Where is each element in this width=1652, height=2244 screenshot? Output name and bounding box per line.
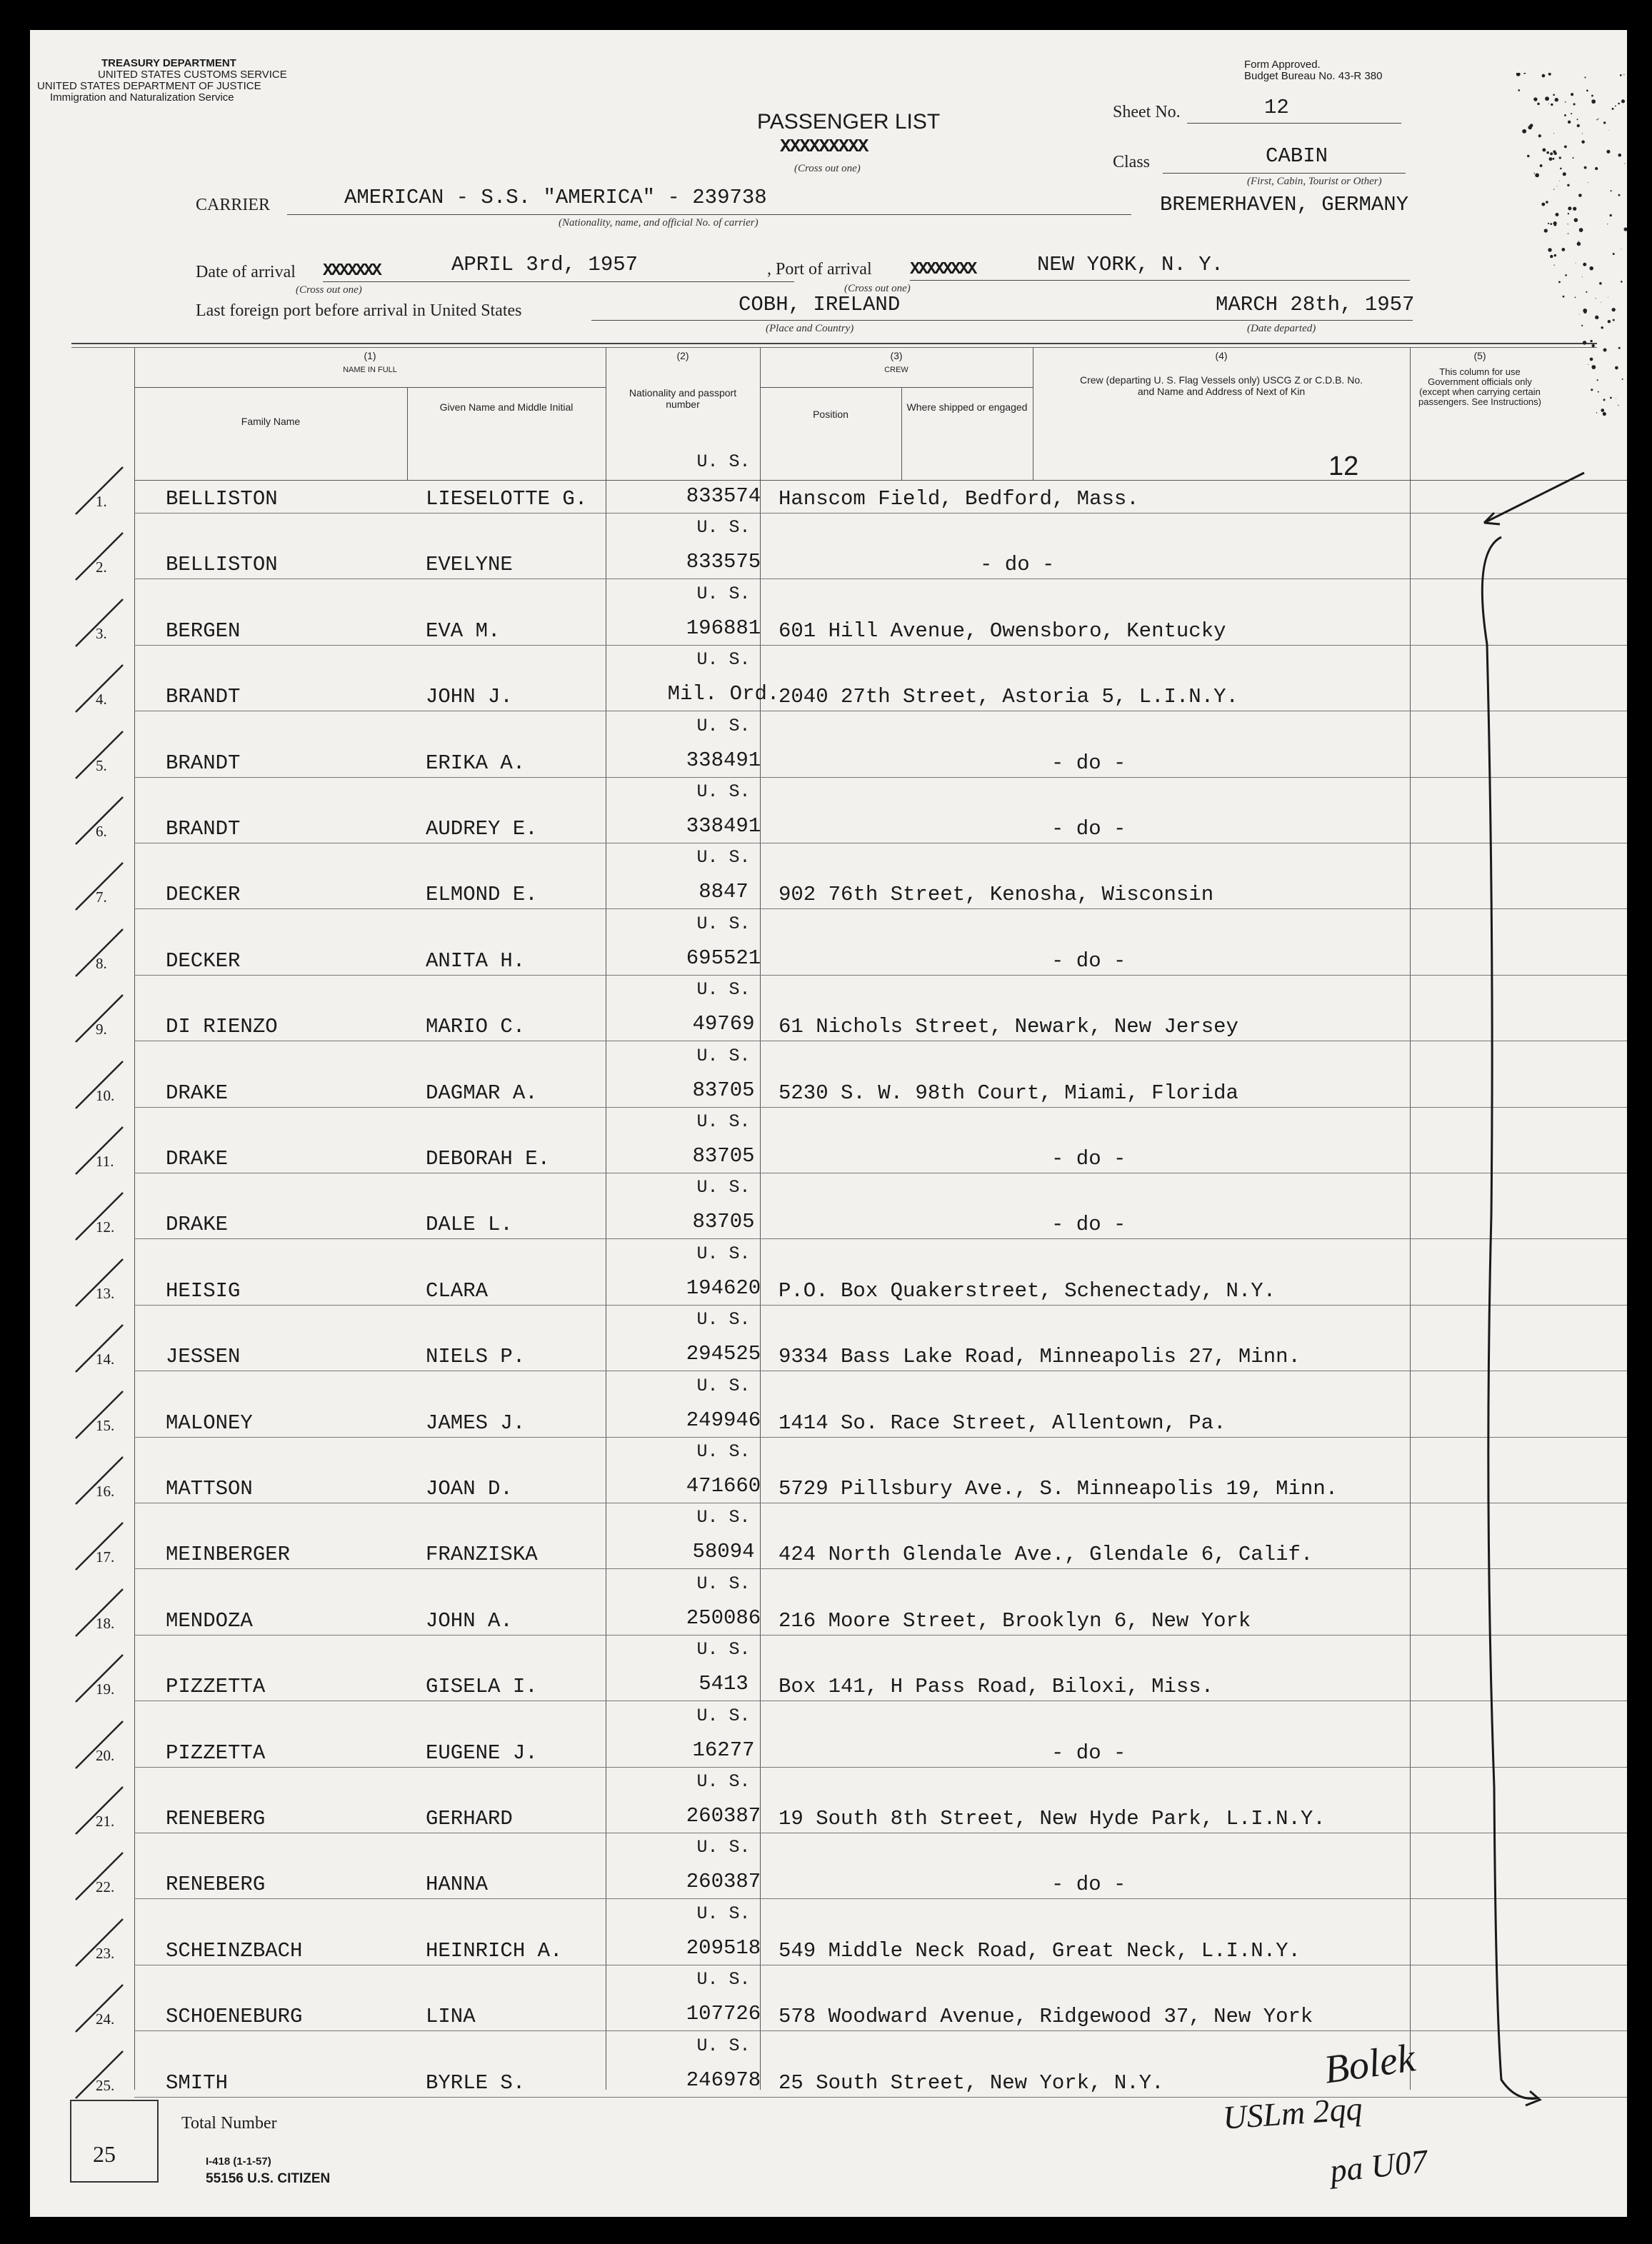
check-mark [73, 1255, 130, 1312]
next-of-kin-address: - do - [1051, 1740, 1126, 1765]
family-name: PIZZETTA [166, 1740, 266, 1765]
given-name: AUDREY E. [426, 817, 538, 841]
row-number: 7. [96, 888, 107, 906]
family-name: BELLISTON [166, 553, 278, 577]
passport-number: 5413 [699, 1672, 749, 1696]
nationality: U. S. [696, 1573, 751, 1594]
next-of-kin-address: - do - [1051, 1873, 1126, 1897]
row-number: 9. [96, 1021, 107, 1038]
given-name: JOAN D. [426, 1477, 513, 1501]
col4-number: (4) [1215, 350, 1228, 361]
passenger-list-sheet [30, 30, 1627, 2217]
given-name: DAGMAR A. [426, 1081, 538, 1105]
family-name: MENDOZA [166, 1608, 253, 1633]
nationality: U. S. [696, 649, 751, 671]
port-label: , Port of arrival [767, 260, 872, 279]
family-name: DECKER [166, 948, 241, 973]
given-name: LIESELOTTE G. [426, 487, 588, 511]
passport-number: 260387 [686, 1804, 761, 1828]
nationality: U. S. [696, 979, 751, 1001]
ink-speckle-decoration [1341, 73, 1627, 430]
row-number: 20. [96, 1746, 115, 1764]
nationality: U. S. [696, 1111, 751, 1132]
family-name: DRAKE [166, 1081, 229, 1105]
carrier-value: AMERICAN - S.S. "AMERICA" - 239738 [344, 186, 767, 209]
table-row [30, 1767, 1627, 1833]
total-number-label: Total Number [181, 2114, 277, 2133]
nationality: U. S. [696, 2035, 751, 2056]
date-departed-value: MARCH 28th, 1957 [1216, 293, 1415, 316]
family-name: BELLISTON [166, 487, 278, 511]
row-number: 5. [96, 756, 107, 774]
passport-number: 209518 [686, 1935, 761, 1960]
arrival-caption: (Cross out one) [296, 284, 362, 296]
table-row [30, 1437, 1627, 1503]
given-name: ANITA H. [426, 948, 526, 973]
budget-bureau: Budget Bureau No. 43-R 380 [1244, 70, 1383, 82]
check-mark [73, 1518, 130, 1576]
family-name: BRANDT [166, 817, 241, 841]
nationality: U. S. [696, 451, 751, 472]
sheet-number: 12 [1264, 96, 1289, 119]
row-number: 12. [96, 1218, 115, 1236]
last-port-value: COBH, IRELAND [739, 293, 901, 316]
given-name: EVA M. [426, 618, 501, 643]
passport-number: 260387 [686, 1870, 761, 1894]
nationality: U. S. [696, 1375, 751, 1396]
col3-number: (3) [890, 350, 903, 361]
table-row [30, 645, 1627, 711]
family-name: MALONEY [166, 1411, 253, 1435]
check-mark [73, 793, 130, 850]
check-mark [73, 1057, 130, 1114]
row-number: 2. [96, 559, 107, 576]
check-mark [73, 1321, 130, 1378]
nationality: U. S. [696, 1771, 751, 1792]
table-row [30, 513, 1627, 578]
nationality: U. S. [696, 1903, 751, 1924]
table-row [30, 1833, 1627, 1898]
row-number: 4. [96, 691, 107, 708]
class-caption: (First, Cabin, Tourist or Other) [1247, 176, 1382, 187]
title-struck: XXXXXXXXX [780, 136, 868, 157]
family-name: SCHOENEBURG [166, 2005, 303, 2029]
family-name: RENEBERG [166, 1873, 266, 1897]
given-name: JOHN A. [426, 1608, 513, 1633]
given-name: DEBORAH E. [426, 1147, 551, 1171]
family-name: MEINBERGER [166, 1543, 291, 1567]
given-name: MARIO C. [426, 1015, 526, 1039]
agency-line-2: UNITED STATES CUSTOMS SERVICE [98, 69, 287, 81]
col1-given-header: Given Name and Middle Initial [439, 401, 574, 413]
family-name: DI RIENZO [166, 1015, 278, 1039]
table-row [30, 1041, 1627, 1107]
family-name: DRAKE [166, 1213, 229, 1237]
form-approved: Form Approved. [1244, 59, 1321, 71]
given-name: NIELS P. [426, 1345, 526, 1369]
table-row [30, 1899, 1627, 1965]
given-name: JOHN J. [426, 685, 513, 709]
check-mark [73, 1387, 130, 1444]
given-name: HEINRICH A. [426, 1938, 563, 1963]
nationality: U. S. [696, 1441, 751, 1462]
check-mark [73, 1915, 130, 1972]
nationality: U. S. [696, 1639, 751, 1661]
passport-number: 83705 [692, 1144, 755, 1168]
next-of-kin-address: 549 Middle Neck Road, Great Neck, L.I.N.Y. [779, 1938, 1301, 1963]
handwritten-note-1: USLm 2qq [1221, 2090, 1364, 2136]
col3-title: CREW [884, 366, 908, 374]
family-name: JESSEN [166, 1345, 241, 1369]
family-name: PIZZETTA [166, 1675, 266, 1699]
passport-number: 833574 [686, 484, 761, 508]
check-mark [73, 727, 130, 784]
next-of-kin-address: - do - [1051, 1147, 1126, 1171]
row-number: 13. [96, 1284, 115, 1302]
family-name: BERGEN [166, 618, 241, 643]
given-name: EUGENE J. [426, 1740, 538, 1765]
arrival-struck: XXXXXXX [323, 261, 380, 281]
row-number: 25. [96, 2076, 115, 2094]
table-row [30, 1635, 1627, 1700]
nationality: U. S. [696, 847, 751, 868]
next-of-kin-address: 1414 So. Race Street, Allentown, Pa. [779, 1411, 1226, 1435]
next-of-kin-address: Box 141, H Pass Road, Biloxi, Miss. [779, 1675, 1214, 1699]
last-port-label: Last foreign port before arrival in United States [196, 301, 522, 320]
family-name: HEISIG [166, 1278, 241, 1303]
check-mark [73, 595, 130, 652]
passport-number: 8847 [699, 880, 749, 904]
nationality: U. S. [696, 1969, 751, 1990]
next-of-kin-address: 578 Woodward Avenue, Ridgewood 37, New York [779, 2005, 1313, 2029]
family-name: BRANDT [166, 751, 241, 775]
next-of-kin-address: 61 Nichols Street, Newark, New Jersey [779, 1015, 1238, 1039]
given-name: LINA [426, 2005, 476, 2029]
passport-number: 833575 [686, 550, 761, 574]
next-of-kin-address: P.O. Box Quakerstreet, Schenectady, N.Y. [779, 1278, 1276, 1303]
next-of-kin-address: 424 North Glendale Ave., Glendale 6, Calif. [779, 1543, 1313, 1567]
port-value: NEW YORK, N. Y. [1037, 253, 1224, 276]
form-number: I-418 (1-1-57) [206, 2155, 271, 2168]
column5-bracket-mark [1451, 430, 1623, 2158]
date-departed-caption: (Date departed) [1247, 323, 1316, 334]
class-value: CABIN [1266, 144, 1328, 168]
side-sheet-number: 12 [1328, 451, 1359, 481]
check-mark [73, 1717, 130, 1774]
passport-number: 250086 [686, 1606, 761, 1630]
row-number: 23. [96, 1944, 115, 1962]
row-number: 24. [96, 2010, 115, 2028]
table-row [30, 1569, 1627, 1635]
arrival-value: APRIL 3rd, 1957 [451, 253, 639, 276]
col3-position-header: Position [813, 409, 848, 420]
table-row [30, 1239, 1627, 1305]
passport-number: 246978 [686, 2068, 761, 2092]
check-mark [73, 1585, 130, 1642]
nationality: U. S. [696, 1837, 751, 1858]
nationality: U. S. [696, 1507, 751, 1528]
given-name: BYRLE S. [426, 2070, 526, 2095]
given-name: FRANZISKA [426, 1543, 538, 1567]
family-name: SCHEINZBACH [166, 1938, 303, 1963]
row-number: 14. [96, 1351, 115, 1368]
row-number: 15. [96, 1416, 115, 1434]
next-of-kin-address: 25 South Street, New York, N.Y. [779, 2070, 1164, 2095]
col4-title: Crew (departing U. S. Flag Vessels only) USCG Z or C.D.B. No. and Name and Address of Next of Kin [1079, 374, 1363, 397]
port-struck: XXXXXXXX [910, 260, 976, 279]
row-number: 3. [96, 624, 107, 642]
row-number: 1. [96, 493, 107, 510]
next-of-kin-address: 2040 27th Street, Astoria 5, L.I.N.Y. [779, 685, 1238, 709]
check-mark [73, 1783, 130, 1840]
row-number: 21. [96, 1813, 115, 1830]
total-number-value: 25 [93, 2141, 116, 2167]
check-mark [73, 2047, 130, 2104]
carrier-label: CARRIER [196, 196, 271, 214]
agency-line-3: UNITED STATES DEPARTMENT OF JUSTICE [37, 80, 261, 92]
table-row [30, 1371, 1627, 1437]
table-row [30, 975, 1627, 1041]
table-row [30, 909, 1627, 975]
passport-number: 294525 [686, 1342, 761, 1366]
given-name: GERHARD [426, 1807, 513, 1830]
col1-title: NAME IN FULL [343, 366, 397, 374]
next-of-kin-address: - do - [1051, 751, 1126, 775]
table-row [30, 1503, 1627, 1568]
table-row [30, 1173, 1627, 1238]
table-row [30, 1107, 1627, 1173]
check-mark [73, 1848, 130, 1905]
nationality: U. S. [696, 1177, 751, 1198]
family-name: BRANDT [166, 685, 241, 709]
next-of-kin-address: - do - [1051, 948, 1126, 973]
row-number: 17. [96, 1548, 115, 1566]
last-port-caption: (Place and Country) [766, 323, 854, 334]
next-of-kin-address: - do - [980, 553, 1055, 577]
nationality: U. S. [696, 517, 751, 539]
table-row [30, 447, 1627, 513]
col2-title: Nationality and passport number [629, 387, 737, 410]
next-of-kin-address: 5230 S. W. 98th Court, Miami, Florida [779, 1081, 1238, 1105]
nationality: U. S. [696, 1243, 751, 1264]
passport-number: 58094 [692, 1540, 755, 1564]
col2-number: (2) [676, 350, 689, 361]
given-name: EVELYNE [426, 553, 513, 577]
check-mark [73, 925, 130, 982]
page-title: PASSENGER LIST [757, 110, 941, 134]
row-number: 16. [96, 1483, 115, 1500]
table-row [30, 579, 1627, 645]
row-number: 6. [96, 823, 107, 840]
stamp-citizen: 55156 U.S. CITIZEN [206, 2171, 331, 2186]
handwritten-signature: Bolek [1321, 2035, 1418, 2093]
handwritten-note-2: pa U07 [1328, 2142, 1430, 2190]
port-caption: (Cross out one) [844, 283, 911, 294]
given-name: ELMOND E. [426, 883, 538, 907]
given-name: GISELA I. [426, 1675, 538, 1699]
check-mark [73, 1980, 130, 2038]
table-row [30, 711, 1627, 777]
given-name: JAMES J. [426, 1411, 526, 1435]
next-of-kin-address: Hanscom Field, Bedford, Mass. [779, 487, 1139, 511]
given-name: CLARA [426, 1278, 489, 1303]
class-label: Class [1113, 153, 1151, 171]
family-name: RENEBERG [166, 1807, 266, 1830]
next-of-kin-address: - do - [1051, 817, 1126, 841]
check-mark [73, 1651, 130, 1708]
nationality: U. S. [696, 913, 751, 934]
passport-number: 49769 [692, 1012, 755, 1036]
row-number: 11. [96, 1153, 114, 1170]
table-row [30, 1305, 1627, 1371]
nationality: U. S. [696, 1705, 751, 1726]
nationality: U. S. [696, 1045, 751, 1066]
table-row [30, 1965, 1627, 2030]
next-of-kin-address: 9334 Bass Lake Road, Minneapolis 27, Minn. [779, 1345, 1301, 1369]
col5-title: This column for use Government officials only (except when carrying certain passengers. See Instructions) [1418, 366, 1541, 407]
check-mark [73, 1453, 130, 1510]
sheet-label: Sheet No. [1113, 103, 1181, 121]
next-of-kin-address: 902 76th Street, Kenosha, Wisconsin [779, 883, 1214, 907]
given-name: HANNA [426, 1873, 489, 1897]
carrier-origin: BREMERHAVEN, GERMANY [1160, 193, 1409, 216]
next-of-kin-address: - do - [1051, 1213, 1126, 1237]
given-name: DALE L. [426, 1213, 513, 1237]
row-number: 19. [96, 1681, 115, 1698]
arrival-label: Date of arrival [196, 263, 296, 281]
next-of-kin-address: 216 Moore Street, Brooklyn 6, New York [779, 1608, 1251, 1633]
passport-number: 107726 [686, 2002, 761, 2026]
family-name: MATTSON [166, 1477, 253, 1501]
col3-shipped-header: Where shipped or engaged [906, 401, 1028, 413]
passport-number: 249946 [686, 1408, 761, 1432]
col1-family-header: Family Name [241, 416, 301, 427]
cross-out-caption: (Cross out one) [794, 163, 861, 174]
check-mark [73, 1188, 130, 1246]
row-number: 10. [96, 1086, 115, 1104]
passport-number: Mil. Ord. [667, 682, 780, 706]
check-mark [73, 858, 130, 916]
check-mark [73, 529, 130, 586]
passport-number: 83705 [692, 1078, 755, 1102]
passport-number: 471660 [686, 1474, 761, 1498]
check-mark [73, 1123, 130, 1180]
family-name: DRAKE [166, 1147, 229, 1171]
passport-number: 338491 [686, 814, 761, 838]
passport-number: 338491 [686, 748, 761, 772]
table-row [30, 843, 1627, 908]
given-name: ERIKA A. [426, 751, 526, 775]
nationality: U. S. [696, 1309, 751, 1331]
check-mark [73, 463, 130, 520]
table-row [30, 777, 1627, 843]
passport-number: 194620 [686, 1276, 761, 1300]
table-row [30, 1701, 1627, 1767]
nationality: U. S. [696, 715, 751, 736]
passport-number: 196881 [686, 616, 761, 640]
passport-number: 83705 [692, 1210, 755, 1234]
agency-line-4: Immigration and Naturalization Service [50, 91, 234, 104]
col1-number: (1) [364, 350, 376, 361]
nationality: U. S. [696, 583, 751, 604]
carrier-caption: (Nationality, name, and official No. of carrier) [559, 217, 759, 229]
total-number-box [70, 2100, 159, 2183]
next-of-kin-address: 601 Hill Avenue, Owensboro, Kentucky [779, 618, 1226, 643]
col5-number: (5) [1473, 350, 1486, 361]
row-number: 22. [96, 1878, 115, 1896]
next-of-kin-address: 5729 Pillsbury Ave., S. Minneapolis 19, Minn. [779, 1477, 1338, 1501]
check-mark [73, 991, 130, 1048]
agency-line-1: TREASURY DEPARTMENT [101, 57, 236, 69]
family-name: DECKER [166, 883, 241, 907]
row-number: 18. [96, 1614, 115, 1632]
passport-number: 16277 [692, 1738, 755, 1762]
next-of-kin-address: 19 South 8th Street, New Hyde Park, L.I.N.Y. [779, 1807, 1326, 1830]
family-name: SMITH [166, 2070, 229, 2095]
nationality: U. S. [696, 781, 751, 802]
passport-number: 695521 [686, 946, 761, 970]
check-mark [73, 661, 130, 718]
row-number: 8. [96, 954, 107, 972]
